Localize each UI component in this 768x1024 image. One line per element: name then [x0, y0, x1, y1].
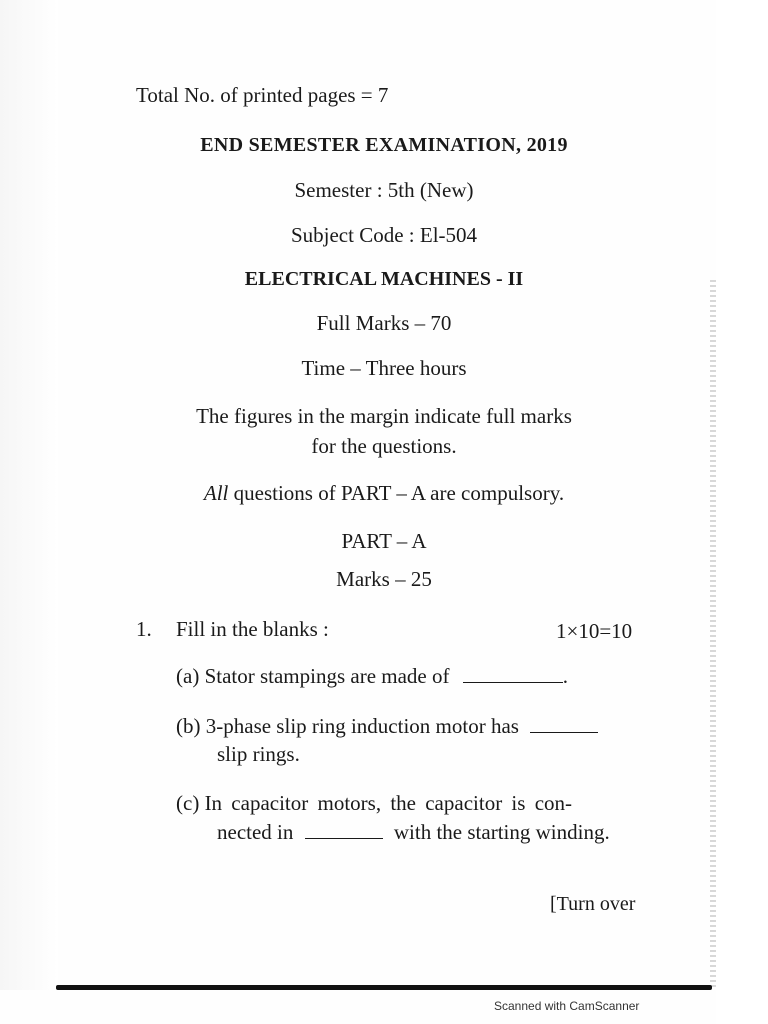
subject-code-line: Subject Code : El-504 — [290, 223, 478, 247]
item-c-text: In capacitor motors, the capacitor is con- — [204, 791, 573, 815]
item-a-label: (a) — [176, 664, 200, 688]
item-c-text2b: with the starting winding. — [393, 820, 610, 844]
compulsory-instruction — [0, 483, 768, 504]
item-c-label: (c) — [176, 791, 200, 815]
instruction-line-2: for the questions. — [311, 434, 457, 458]
turn-over: [Turn over — [550, 893, 636, 915]
scan-bottom-edge — [56, 985, 712, 990]
item-c-blank — [305, 822, 383, 839]
compulsory-rest: questions of PART – A are compulsory. — [228, 481, 565, 505]
item-a — [176, 666, 568, 687]
item-c-text2a: nected in — [217, 820, 294, 844]
scanner-watermark: Scanned with CamScanner — [494, 999, 640, 1013]
printed-pages-count: Total No. of printed pages = 7 — [136, 83, 389, 107]
item-a-end: . — [562, 664, 568, 688]
compulsory-all-word: All — [203, 481, 229, 505]
subject-title: ELECTRICAL MACHINES - II — [244, 268, 524, 290]
semester-line: Semester : 5th (New) — [294, 178, 474, 202]
item-a-text: Stator stampings are made of — [204, 664, 450, 688]
part-a-title: PART – A — [341, 529, 427, 553]
item-b-continuation: slip rings. — [217, 742, 300, 766]
question-marks: 1×10=10 — [556, 619, 633, 643]
item-b-label: (b) — [176, 714, 201, 738]
instruction-line-1: The figures in the margin indicate full marks — [196, 404, 572, 428]
item-b-text: 3-phase slip ring induction motor has — [205, 714, 519, 738]
item-c-continuation — [217, 822, 610, 843]
part-a-marks: Marks – 25 — [336, 567, 432, 591]
item-c — [176, 793, 572, 814]
item-a-blank — [463, 666, 563, 683]
question-prompt: Fill in the blanks : — [176, 617, 329, 641]
question-number: 1. — [136, 617, 152, 641]
item-b — [176, 716, 598, 737]
item-b-blank — [530, 716, 598, 733]
time-line: Time – Three hours — [301, 356, 467, 380]
exam-title: END SEMESTER EXAMINATION, 2019 — [200, 134, 568, 156]
full-marks-line: Full Marks – 70 — [316, 311, 452, 335]
